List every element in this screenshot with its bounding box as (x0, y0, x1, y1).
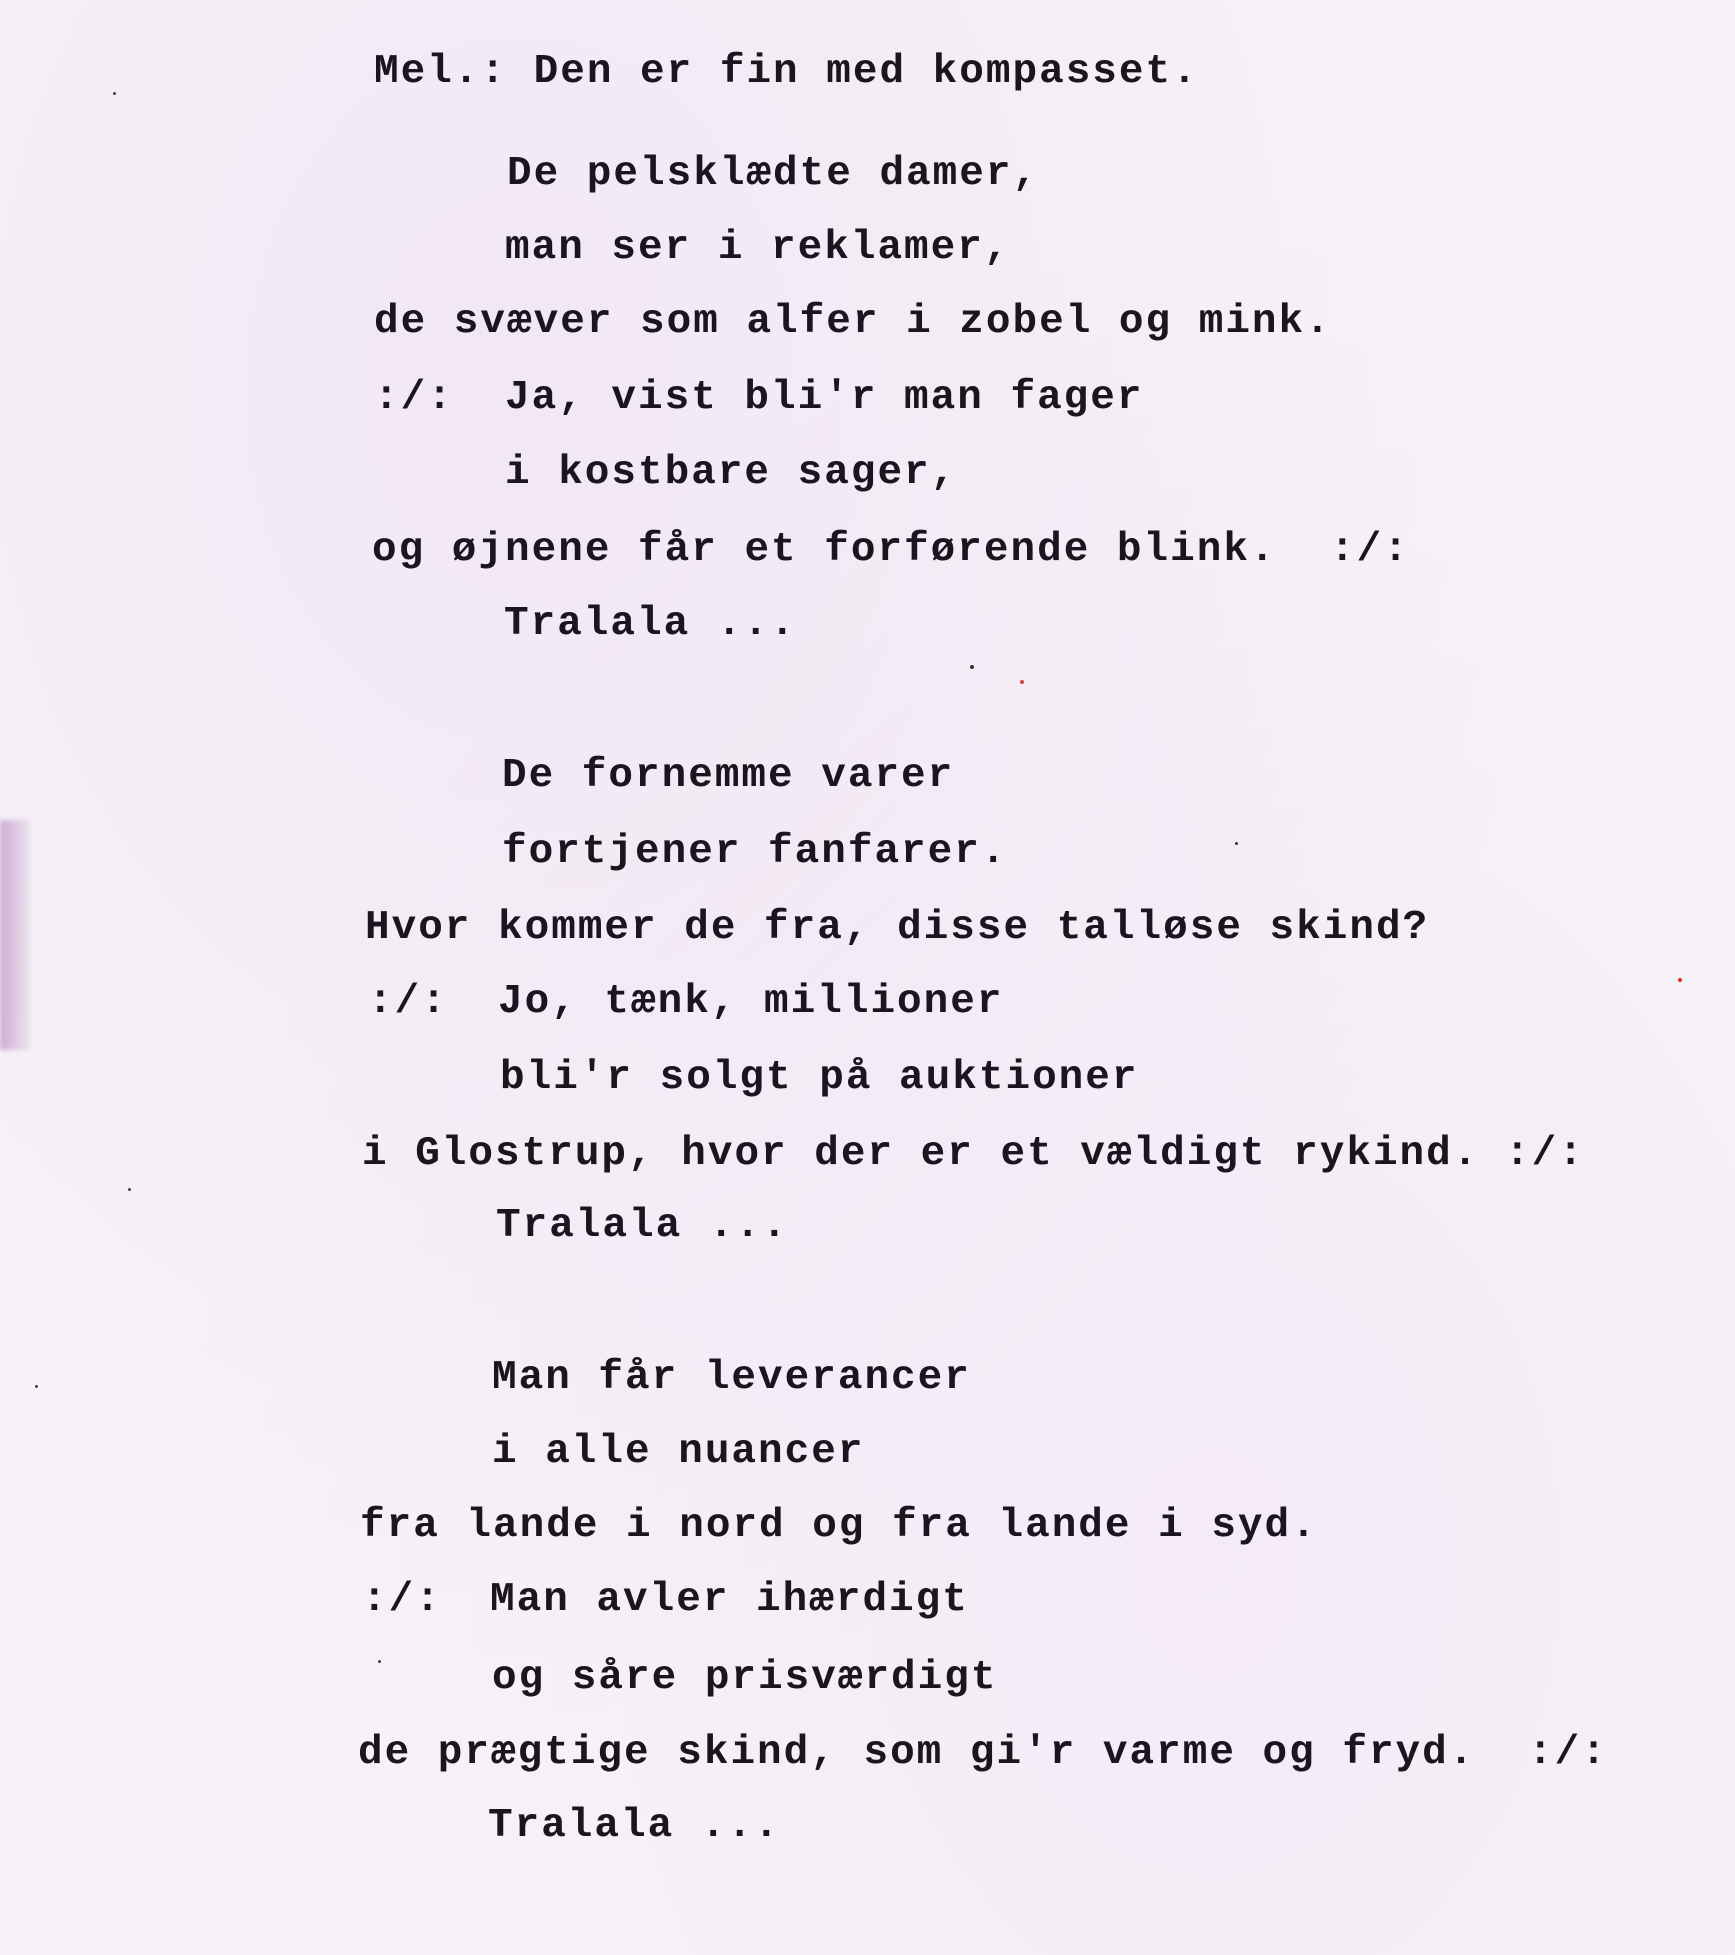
ink-speck (970, 665, 974, 669)
ink-speck (1235, 842, 1238, 845)
verse-1-line-1: De pelsklædte damer, (507, 151, 1040, 197)
verse-3-line-1: Man får leverancer (492, 1355, 971, 1401)
verse-2-line-6: i Glostrup, hvor der er et vældigt rykind. (362, 1131, 1480, 1177)
melody-line: Mel.: Den er fin med kompasset. (374, 49, 1199, 95)
ink-speck (1020, 680, 1024, 684)
verse-2-repeat-end: :/: (1505, 1131, 1585, 1177)
verse-1-line-5: i kostbare sager, (505, 450, 958, 496)
verse-1-repeat-start: :/: (374, 375, 454, 421)
verse-3-line-5: og såre prisværdigt (492, 1655, 998, 1701)
verse-1-refrain: Tralala ... (504, 601, 797, 647)
verse-3-repeat-start: :/: (362, 1577, 442, 1623)
verse-1-repeat-end: :/: (1330, 527, 1410, 573)
ink-speck (1678, 978, 1682, 982)
verse-2-line-5: bli'r solgt på auktioner (500, 1055, 1139, 1101)
ink-speck (128, 1188, 131, 1191)
verse-3-repeat-end: :/: (1528, 1730, 1608, 1776)
ink-speck (113, 92, 116, 95)
verse-2-line-3: Hvor kommer de fra, disse talløse skind? (365, 905, 1430, 951)
verse-1-line-2: man ser i reklamer, (505, 225, 1011, 271)
verse-3-refrain: Tralala ... (488, 1803, 781, 1849)
verse-2-line-1: De fornemme varer (502, 753, 955, 799)
verse-2-line-2: fortjener fanfarer. (502, 829, 1008, 875)
ink-smudge (0, 820, 30, 1050)
ink-speck (378, 1660, 381, 1663)
verse-1-line-6: og øjnene får et forførende blink. (372, 527, 1277, 573)
verse-3-line-6: de prægtige skind, som gi'r varme og fryd. (358, 1730, 1476, 1776)
ink-speck (35, 1385, 38, 1388)
verse-3-line-3: fra lande i nord og fra lande i syd. (360, 1503, 1318, 1549)
verse-2-refrain: Tralala ... (496, 1203, 789, 1249)
verse-2-repeat-start: :/: (368, 979, 448, 1025)
verse-3-line-4: Man avler ihærdigt (490, 1577, 969, 1623)
verse-1-line-4: Ja, vist bli'r man fager (505, 375, 1144, 421)
verse-1-line-3: de svæver som alfer i zobel og mink. (374, 299, 1332, 345)
verse-3-line-2: i alle nuancer (492, 1429, 865, 1475)
verse-2-line-4: Jo, tænk, millioner (498, 979, 1004, 1025)
